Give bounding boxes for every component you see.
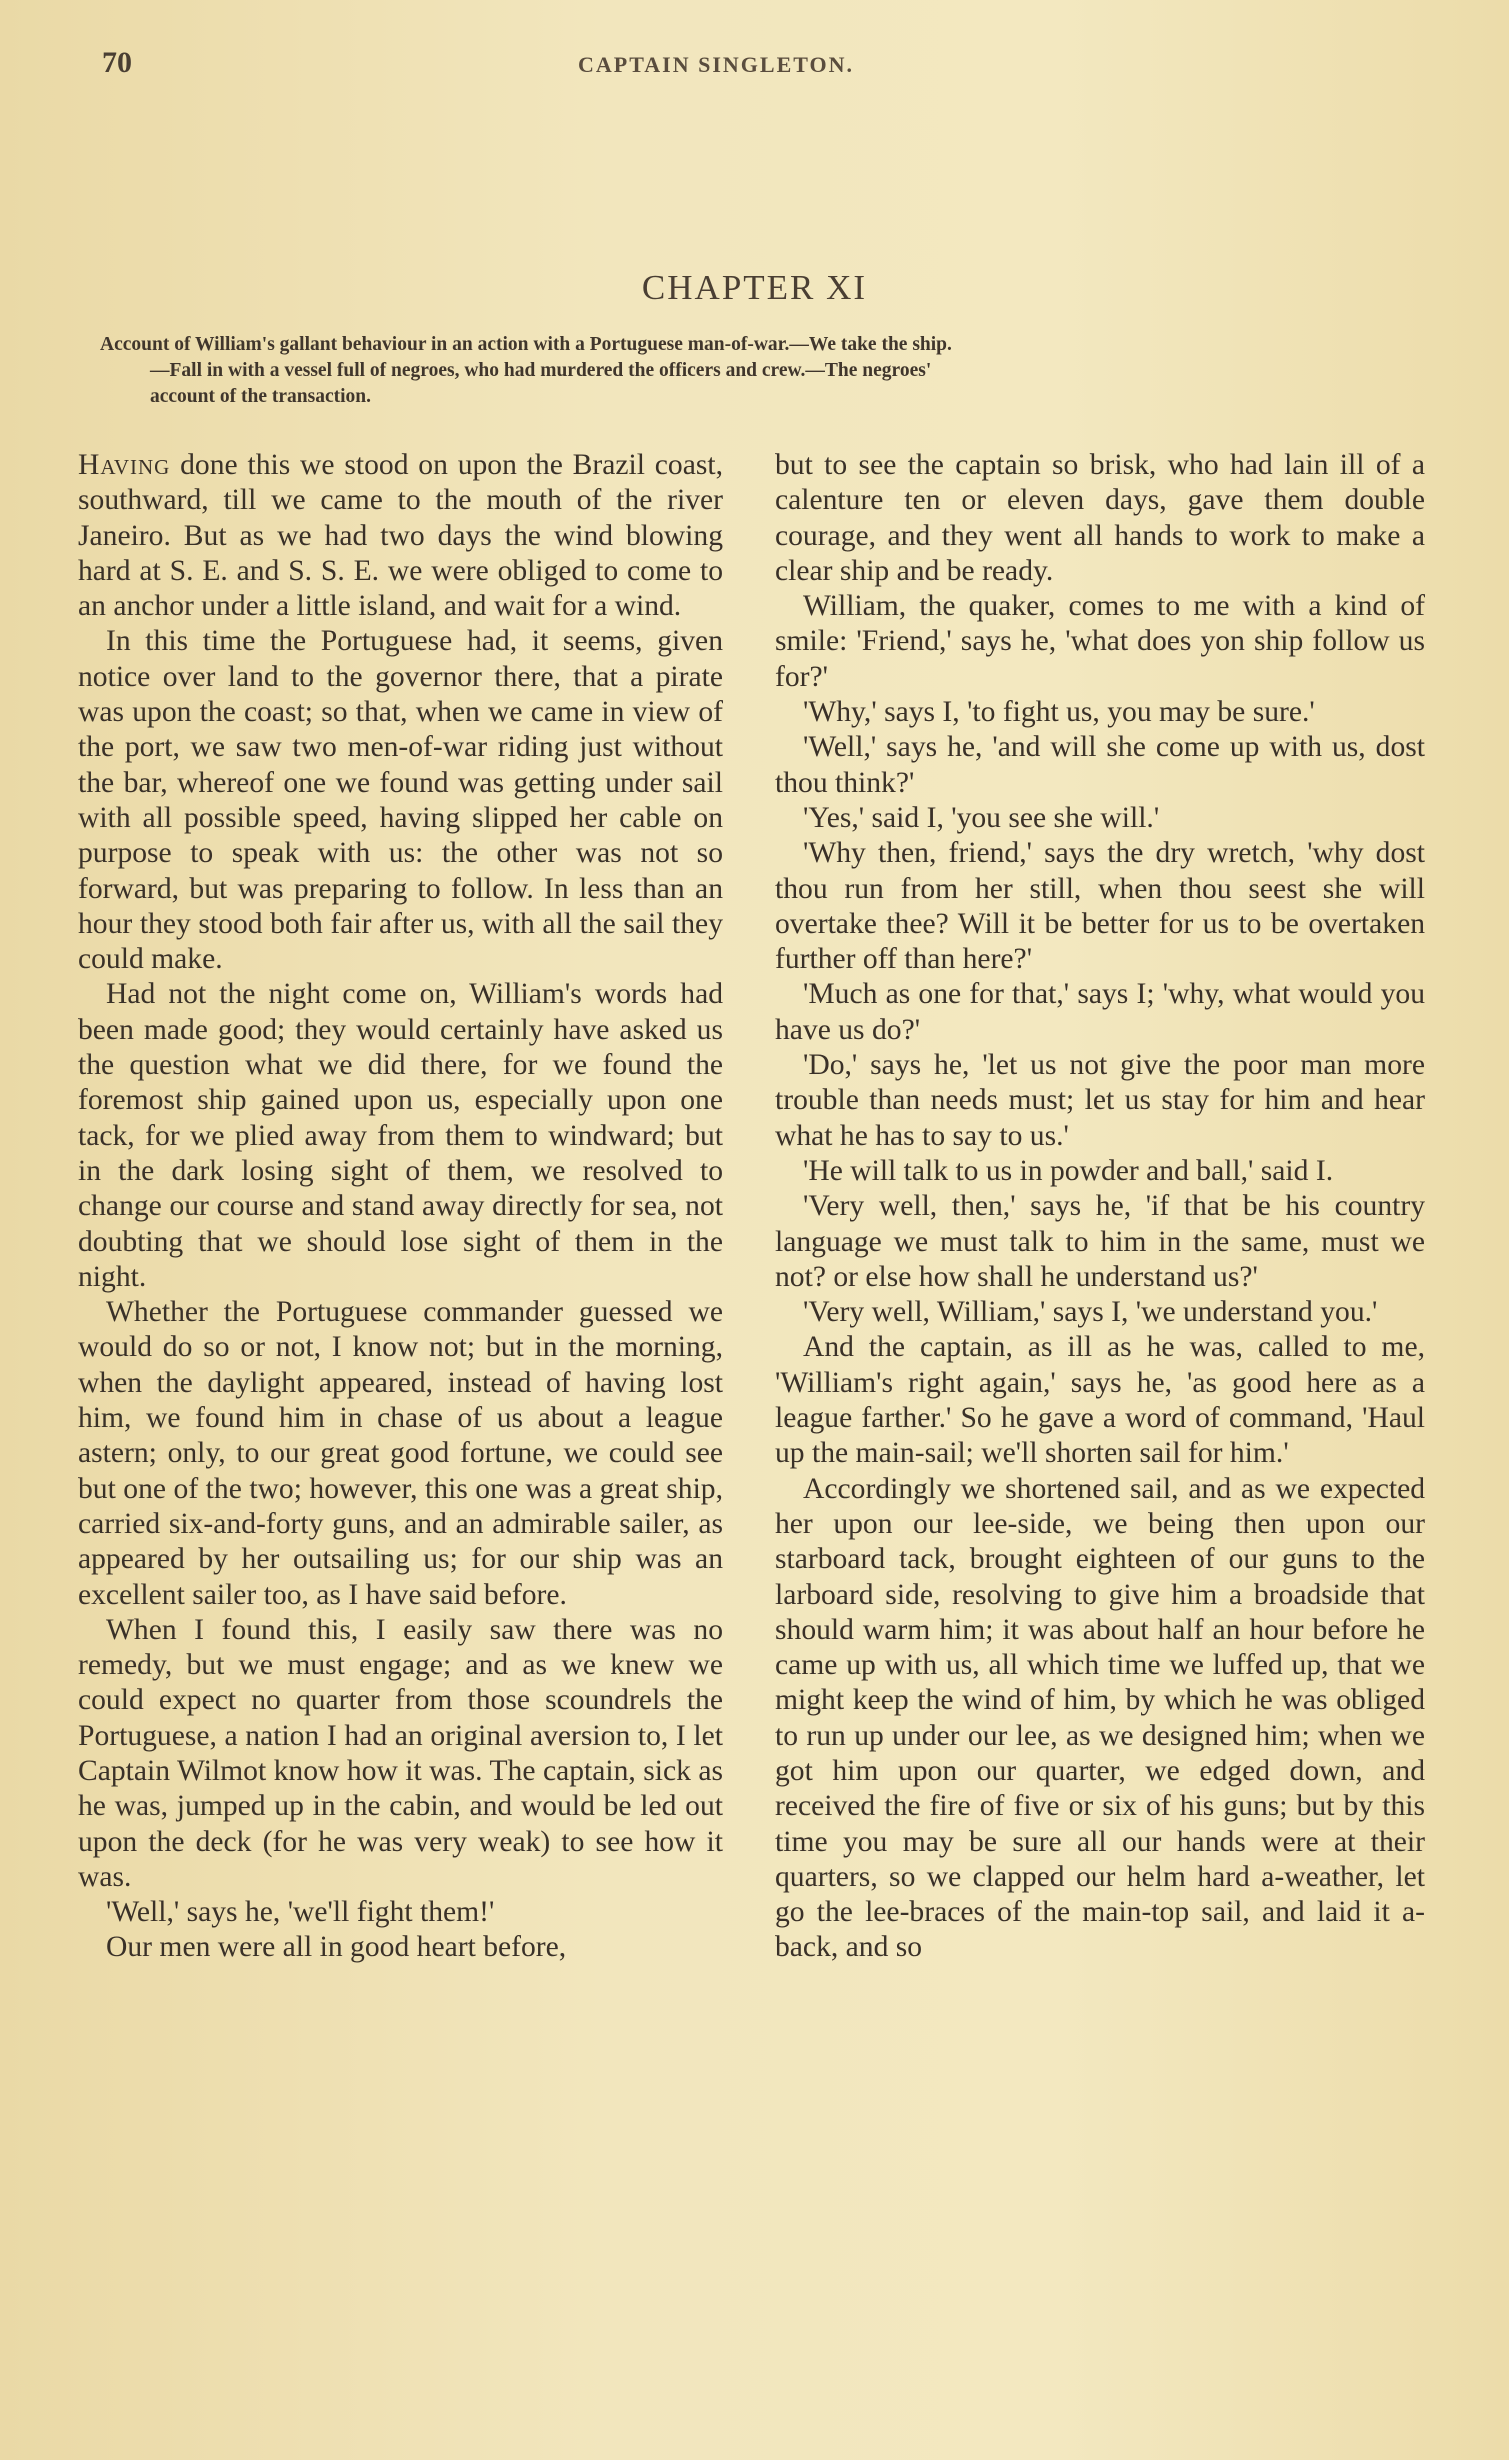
paragraph: Had not the night come on, William's words had been made good; they would certainly have asked us the question what we did there, for we found the foremost ship gained upon us, especially upon one tack, for we plied away from them to windward; but in the dark losing sight of them, we resolved to change our course and stand away directly for sea, not doubting that we should lose sight of them in the night.	[78, 978, 723, 1293]
paragraph	[78, 448, 723, 624]
opening-word: Having	[78, 449, 171, 481]
synopsis-line: account of the transaction.	[150, 386, 371, 407]
paragraph: 'Why then, friend,' says the dry wretch, 'why dost thou run from her still, when thou seest she will overtake thee? Will it be better for us to be overtaken further off than here?'	[775, 837, 1425, 976]
paragraph: 'Much as one for that,' says I; 'why, what would you have us do?'	[775, 978, 1425, 1046]
paragraph-text: done this we stood on upon the Brazil coast, southward, till we came to the mouth of the river Janeiro. But as we had two days the wind blowing hard at S. E. and S. S. E. we were obliged to come to an anchor under a little island, and wait for a wind.	[78, 449, 723, 623]
running-head	[0, 46, 1509, 86]
chapter-synopsis	[100, 332, 1410, 410]
left-column	[78, 448, 723, 1966]
paragraph: 'Well,' says he, 'we'll fight them!'	[106, 1896, 495, 1929]
chapter-title: CHAPTER XI	[641, 268, 868, 307]
paragraph: 'He will talk to us in powder and ball,' said I.	[803, 1154, 1334, 1187]
synopsis-line: Account of William's gallant behaviour in an action with a Portuguese man-of-war.—We take the ship.	[100, 334, 952, 355]
paragraph: 'Yes,' said I, 'you see she will.'	[803, 801, 1160, 834]
paragraph: In this time the Portuguese had, it seems, given notice over land to the governor there, that a pirate was upon the coast; so that, when we came in view of the port, we saw two men-of-war riding just without the bar, whereof one we found was getting under sail with all possible speed, having slipped her cable on purpose to speak with us: the other was not so forward, but was preparing to follow. In less than an hour they stood both fair after us, with all the sail they could make.	[78, 625, 723, 976]
synopsis-line: —Fall in with a vessel full of negroes, who had murdered the officers and crew.—The negroes'	[150, 360, 932, 381]
paragraph: 'Very well, then,' says he, 'if that be his country language we must talk to him in the same, must we not? or else how shall he understand us?'	[775, 1190, 1425, 1293]
page-number: 70	[102, 46, 132, 79]
right-column	[775, 448, 1425, 1966]
paragraph: When I found this, I easily saw there was no remedy, but we must engage; and as we knew we could expect no quarter from those scoundrels the Portuguese, a nation I had an original aversion to, I let Captain Wilmot know how it was. The captain, sick as he was, jumped up in the cabin, and would be led out upon the deck (for he was very weak) to see how it was.	[78, 1613, 723, 1893]
paragraph: 'Do,' says he, 'let us not give the poor man more trouble than needs must; let us stay for him and hear what he has to say to us.'	[775, 1049, 1425, 1152]
paragraph: 'Why,' says I, 'to fight us, you may be sure.'	[803, 696, 1315, 729]
paragraph: Accordingly we shortened sail, and as we expected her upon our lee-side, we being then upon our starboard tack, brought eighteen of our guns to the larboard side, resolving to give him a broadside that should warm him; it was about half an hour before he came up with us, all which time we luffed up, that we might keep the wind of him, by which he was obliged to run up under our lee, as we designed him; when we got him upon our quarter, we edged down, and received the fire of five or six of his guns; but by this time you may be sure all our hands were at their quarters, so we clapped our helm hard a-weather, let go the lee-braces of the main-top sail, and laid it a-back, and so	[775, 1472, 1425, 1964]
paragraph: 'Very well, William,' says I, 'we understand you.'	[803, 1296, 1378, 1329]
paragraph: Our men were all in good heart before,	[106, 1931, 567, 1964]
paragraph: William, the quaker, comes to me with a kind of smile: 'Friend,' says he, 'what does yon ship follow us for?'	[775, 590, 1425, 693]
paragraph: but to see the captain so brisk, who had lain ill of a calenture ten or eleven days, gave them double courage, and they went all hands to work to make a clear ship and be ready.	[775, 449, 1425, 587]
paragraph: And the captain, as ill as he was, called to me, 'William's right again,' says he, 'as good here as a league farther.' So he gave a word of command, 'Haul up the main-sail; we'll shorten sail for him.'	[775, 1331, 1425, 1470]
paragraph: 'Well,' says he, 'and will she come up with us, dost thou think?'	[775, 731, 1425, 799]
paragraph: Whether the Portuguese commander guessed we would do so or not, I know not; but in the morning, when the daylight appeared, instead of having lost him, we found him in chase of us about a league astern; only, to our great good fortune, we could see but one of the two; however, this one was a great ship, carried six-and-forty guns, and an admirable sailer, as appeared by her outsailing us; for our ship was an excellent sailer too, as I have said before.	[78, 1296, 723, 1611]
book-title: CAPTAIN SINGLETON.	[578, 52, 855, 77]
